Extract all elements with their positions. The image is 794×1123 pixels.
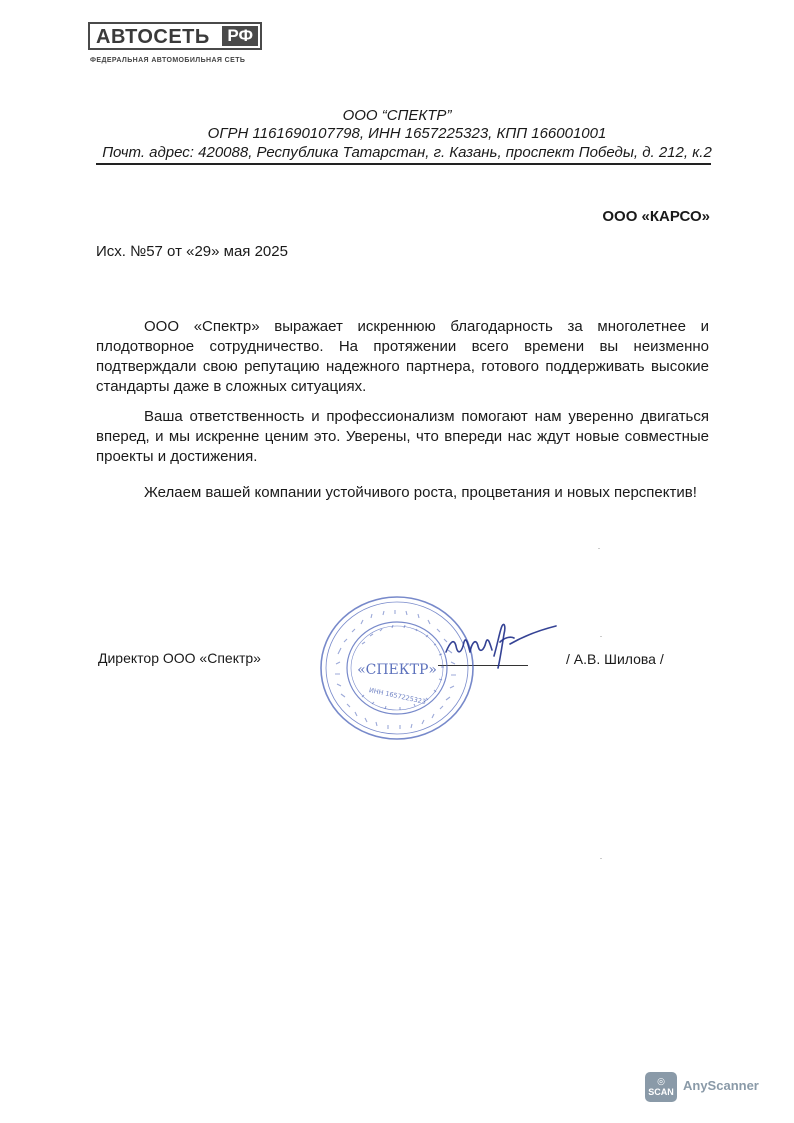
camera-icon: ◎ bbox=[657, 1076, 665, 1086]
stamp-center-text: «СПЕКТР» bbox=[357, 662, 437, 678]
letterhead-registration: ОГРН 1161690107798, ИНН 1657225323, КПП 166001001 bbox=[207, 125, 607, 142]
outgoing-number: Исх. №57 от «29» мая 2025 bbox=[96, 243, 288, 260]
body-paragraph-3: Желаем вашей компании устойчивого роста, процветания и новых перспектив! bbox=[144, 484, 697, 501]
letterhead-address: Почт. адрес: 420088, Республика Татарстан, г. Казань, проспект Победы, д. 212, к.2 bbox=[102, 144, 712, 161]
scan-speck bbox=[598, 548, 600, 549]
letterhead-company: ООО “СПЕКТР” bbox=[342, 107, 452, 124]
scanner-watermark bbox=[645, 1072, 765, 1102]
logo-frame bbox=[88, 22, 262, 50]
scan-speck bbox=[600, 858, 602, 859]
scan-badge-text: SCAN bbox=[648, 1087, 674, 1097]
logo-subtitle: ФЕДЕРАЛЬНАЯ АВТОМОБИЛЬНАЯ СЕТЬ bbox=[90, 57, 246, 64]
logo-badge: РФ bbox=[222, 26, 258, 46]
body-paragraph-2: Ваша ответственность и профессионализм помогают нам уверенно двигаться вперед, и мы искренне ценим это. Уверены, что впереди нас ждут новые совместные проекты и достижения. bbox=[96, 408, 709, 465]
body-paragraph-1: ООО «Спектр» выражает искреннюю благодарность за многолетнее и плодотворное сотрудничество. На протяжении всего времени вы неизменно подтверждали свою репутацию надежного партнера, готового поддерживать высокие стандарты даже в сложных ситуациях. bbox=[96, 318, 709, 395]
signer-position: Директор ООО «Спектр» bbox=[98, 650, 261, 666]
scan-speck bbox=[600, 636, 602, 637]
logo-text: АВТОСЕТЬ bbox=[96, 26, 210, 48]
stamp-inn-text: ИНН 1657225323 bbox=[368, 686, 427, 706]
scanner-label: AnyScanner bbox=[683, 1078, 759, 1093]
company-logo bbox=[88, 22, 264, 52]
recipient: ООО «КАРСО» bbox=[602, 208, 710, 225]
signer-name: / А.В. Шилова / bbox=[566, 651, 664, 667]
handwritten-signature bbox=[440, 612, 560, 672]
scan-badge bbox=[645, 1072, 677, 1102]
letterhead-divider bbox=[96, 163, 711, 165]
